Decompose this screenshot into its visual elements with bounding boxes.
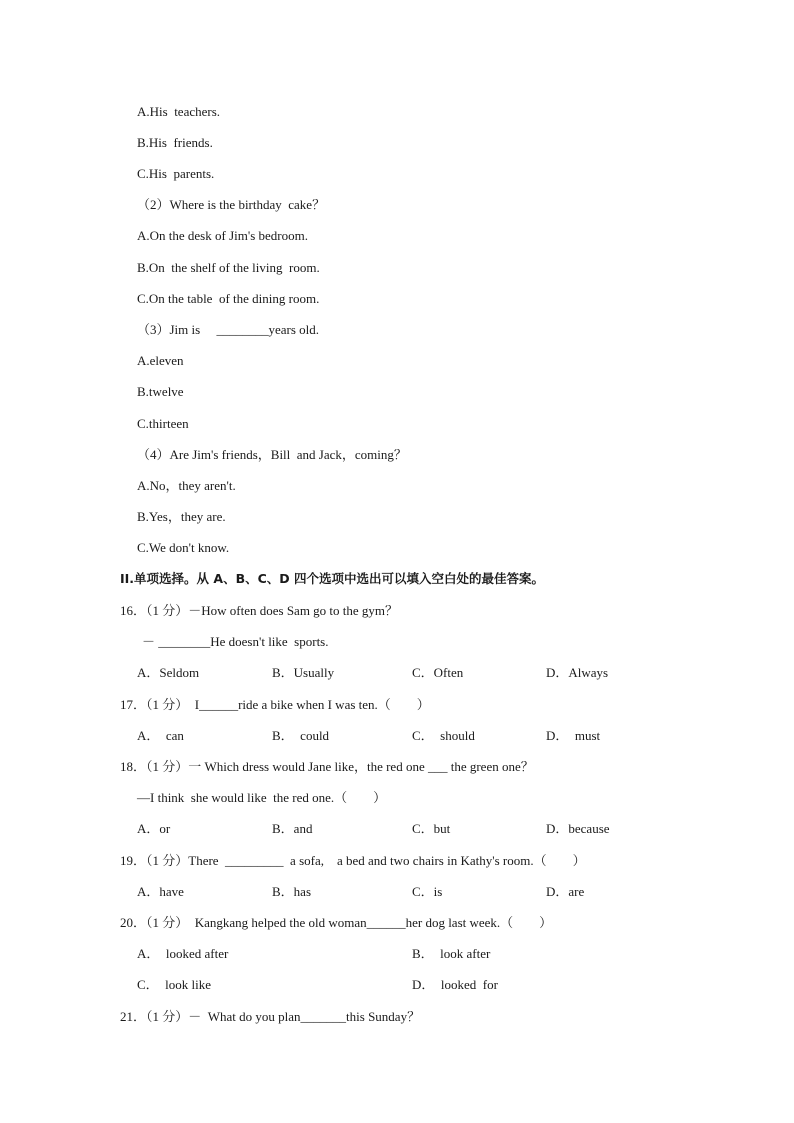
q18-option-a: A．or — [137, 821, 171, 836]
q20-option-c: C． look like — [137, 977, 212, 992]
q18-stem: 18．（1 分）一 Which dress would Jane like，the red one ___ the green one？ — [120, 759, 534, 774]
q15-1-option-b: B.His friends. — [137, 135, 213, 150]
q19-option-a: A．have — [137, 884, 184, 899]
q15-1-option-c: C.His parents. — [137, 166, 215, 181]
q15-3-question: （3）Jim is ________years old. — [137, 322, 319, 337]
q15-4-option-b: B.Yes，they are. — [137, 509, 226, 524]
q20-option-a: A． looked after — [137, 946, 229, 961]
q16-option-c: C．Often — [412, 665, 464, 680]
section-heading: II.单项选择。从 A、B、C、D 四个选项中选出可以填入空白处的最佳答案。 — [120, 571, 545, 586]
q18-option-d: D．because — [546, 821, 610, 836]
q15-3-option-a: A.eleven — [137, 353, 184, 368]
q16-stem2: － ________He doesn't like sports. — [142, 634, 329, 649]
q15-2-option-b: B.On the shelf of the living room. — [137, 260, 320, 275]
q15-3-option-b: B.twelve — [137, 384, 184, 399]
q19-option-c: C．is — [412, 884, 443, 899]
q16-stem: 16．（1 分）－How often does Sam go to the gym？ — [120, 603, 399, 618]
q18-stem2: —I think she would like the red one.（ ） — [137, 790, 387, 805]
q19-stem: 19．（1 分）There _________ a sofa, a bed and two chairs in Kathy's room.（ ） — [120, 853, 586, 868]
q16-option-a: A．Seldom — [137, 665, 200, 680]
q20-option-b: B． look after — [412, 946, 491, 961]
q15-4-option-a: A.No，they aren't. — [137, 478, 236, 493]
q19-option-d: D．are — [546, 884, 585, 899]
q16-option-b: B．Usually — [272, 665, 335, 680]
q15-2-option-c: C.On the table of the dining room. — [137, 291, 320, 306]
q19-option-b: B．has — [272, 884, 312, 899]
q18-option-c: C．but — [412, 821, 451, 836]
q15-4-option-c: C.We don't know. — [137, 540, 230, 555]
q16-option-d: D．Always — [546, 665, 609, 680]
q20-stem: 20．（1 分） Kangkang helped the old woman______her dog last week.（ ） — [120, 915, 553, 930]
q17-option-a: A． can — [137, 728, 184, 743]
q17-option-c: C． should — [412, 728, 475, 743]
q15-2-question: （2）Where is the birthday cake？ — [137, 197, 326, 212]
q15-3-option-c: C.thirteen — [137, 416, 189, 431]
q20-option-d: D． looked for — [412, 977, 498, 992]
q15-2-option-a: A.On the desk of Jim's bedroom. — [137, 228, 308, 243]
q17-option-d: D． must — [546, 728, 601, 743]
q15-1-option-a: A.His teachers. — [137, 104, 221, 119]
q17-stem: 17．（1 分） I______ride a bike when I was ten.（ ） — [120, 697, 430, 712]
q18-option-b: B．and — [272, 821, 313, 836]
q17-option-b: B． could — [272, 728, 330, 743]
q21-stem: 21．（1 分）－ What do you plan_______this Sunday？ — [120, 1009, 421, 1024]
q15-4-question: （4）Are Jim's friends，Bill and Jack，coming？ — [137, 447, 407, 462]
